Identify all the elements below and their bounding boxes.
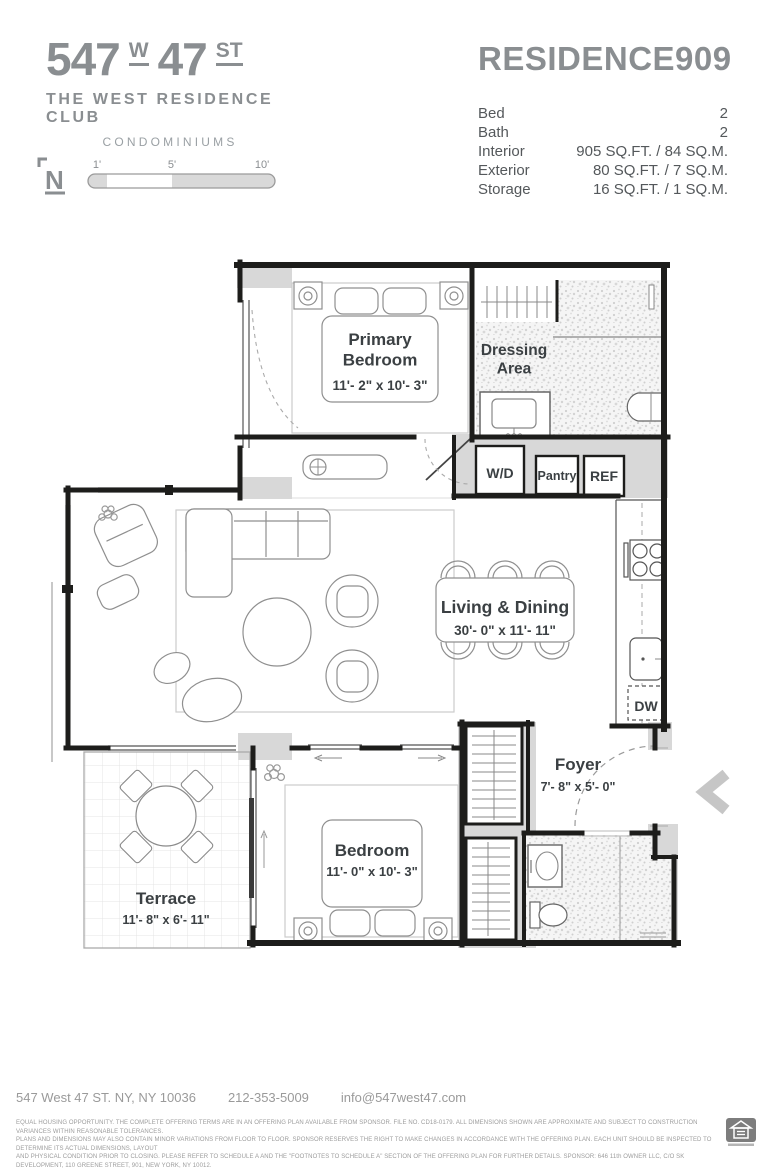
plant-icon: [265, 765, 285, 781]
residence-specs: [478, 104, 728, 199]
scale-tick-5: 5': [167, 159, 177, 171]
toilet-second-bath: [530, 902, 567, 928]
primary-bedroom-dims: 11'- 2" x 10'- 3": [332, 378, 428, 393]
compass-and-scalebar: [36, 156, 296, 204]
svg-text:N: N: [45, 165, 64, 195]
shower-door: [649, 285, 654, 309]
second-bathroom: [526, 835, 674, 943]
spec-row-bath: Bath 2: [478, 124, 728, 141]
residence-header: [478, 40, 732, 78]
spec-row-bed: Bed 2: [478, 105, 728, 122]
dressing-area-label: Dressing Area: [480, 342, 548, 378]
armchair-1: [326, 575, 378, 627]
legal-disclaimer: EQUAL HOUSING OPPORTUNITY. THE COMPLETE OFFERING TERMS ARE IN AN OFFERING PLAN AVAILABLE FROM SPONSOR. FILE NO. CD18-0179. ALL DIMENSIONS SHOWN ARE APPROXIMATE AND SUBJECT TO CONSTRUCTION VARIANCES WITHIN REASONABLE TOLERANCES. PLANS AND DIMENSIONS MAY ALSO CONTAIN MINOR VARIATIONS FROM FLOOR TO FLOOR. SPONSOR RESERVES THE RIGHT TO MAKE CHANGES IN ACCORDANCE WITH THE OFFERING PLAN. EACH UNIT SHOULD BE INSPECTED TO DETERMINE ITS ACTUAL DIMENSIONS, LAYOUT AND PHYSICAL CONDITION PRIOR TO CLOSING. PLEASE REFER TO SCHEDULE A AND THE "FOOTNOTES TO SCHEDULE A" SECTION OF THE OFFERING PLAN FOR FURTHER DETAILS. SPONSOR: 646 11th OWNER LLC, C/O SK DEVELOPMENT, 110 GREENE STREET, 901, NEW YORK, NY 10012.: [16, 1120, 712, 1169]
footer-contact: [16, 1090, 756, 1105]
footer-email: info@547west47.com: [340, 1090, 467, 1105]
sliding-glass-panel: [249, 798, 254, 898]
primary-bedroom-label: Primary Bedroom: [342, 330, 418, 370]
living-dining-label: Living & Dining: [440, 597, 570, 617]
spec-row-storage: Storage 16 SQ.FT. / 1 SQ.M.: [478, 181, 728, 198]
terrace-table: [136, 786, 196, 846]
wd-label: W/D: [486, 465, 514, 481]
primary-bath-dressing: [476, 280, 664, 438]
brand-logo: [46, 33, 306, 149]
terrace-dims: 11'- 8" x 6'- 11": [122, 913, 210, 927]
pantry-label: Pantry: [537, 469, 577, 483]
footer-phone: 212-353-5009: [227, 1090, 309, 1105]
scale-tick-10: 10': [254, 159, 270, 171]
foyer-dims: 7'- 8" x 5'- 0": [540, 780, 616, 794]
equal-housing-logo: [726, 1118, 756, 1146]
brand-type: CONDOMINIUMS: [102, 135, 238, 149]
dw-label: DW: [634, 698, 658, 714]
vanity-sink: [480, 392, 550, 438]
coffee-table: [243, 598, 311, 666]
pouf-large: [178, 672, 247, 728]
north-arrow-icon: [39, 159, 65, 195]
footer-address: 547 West 47 ST. NY, NY 10036: [16, 1090, 196, 1105]
floorplan-drawing: [40, 250, 740, 980]
brand-st: ST: [216, 40, 243, 66]
living-room-furniture: [90, 500, 454, 728]
brand-address: [46, 33, 306, 85]
foyer-label: Foyer: [554, 755, 602, 774]
brand-w: W: [129, 40, 149, 66]
lounge-chair: [90, 500, 161, 570]
sink-second-bath: [528, 845, 562, 887]
sliding-door-arrows: [315, 755, 445, 761]
armchair-2: [326, 650, 378, 702]
kitchen: [616, 500, 667, 726]
scale-tick-1: 1': [92, 159, 102, 171]
bedroom-label: Bedroom: [334, 841, 410, 860]
residence-title: RESIDENCE: [478, 40, 676, 77]
ref-label: REF: [590, 468, 618, 484]
pouf-small: [149, 646, 196, 689]
spec-row-exterior: Exterior 80 SQ.FT. / 7 SQ.M.: [478, 162, 728, 179]
spec-row-interior: Interior 905 SQ.FT. / 84 SQ.M.: [478, 143, 728, 160]
cooktop: [624, 540, 666, 580]
brand-number-right: 47: [157, 33, 207, 85]
brand-club-name: THE WEST RESIDENCE CLUB: [46, 91, 274, 126]
toilet-primary: [627, 393, 662, 421]
entry-arrow-icon: [704, 774, 726, 810]
bedroom-dims: 11'- 0" x 10'- 3": [326, 864, 418, 879]
living-dining-dims: 30'- 0" x 11'- 11": [454, 623, 556, 638]
terrace-label: Terrace: [135, 889, 197, 908]
brand-number-left: 547: [46, 33, 120, 85]
residence-number: 909: [675, 40, 732, 77]
scale-bar: [88, 159, 275, 188]
dresser: [303, 455, 387, 479]
